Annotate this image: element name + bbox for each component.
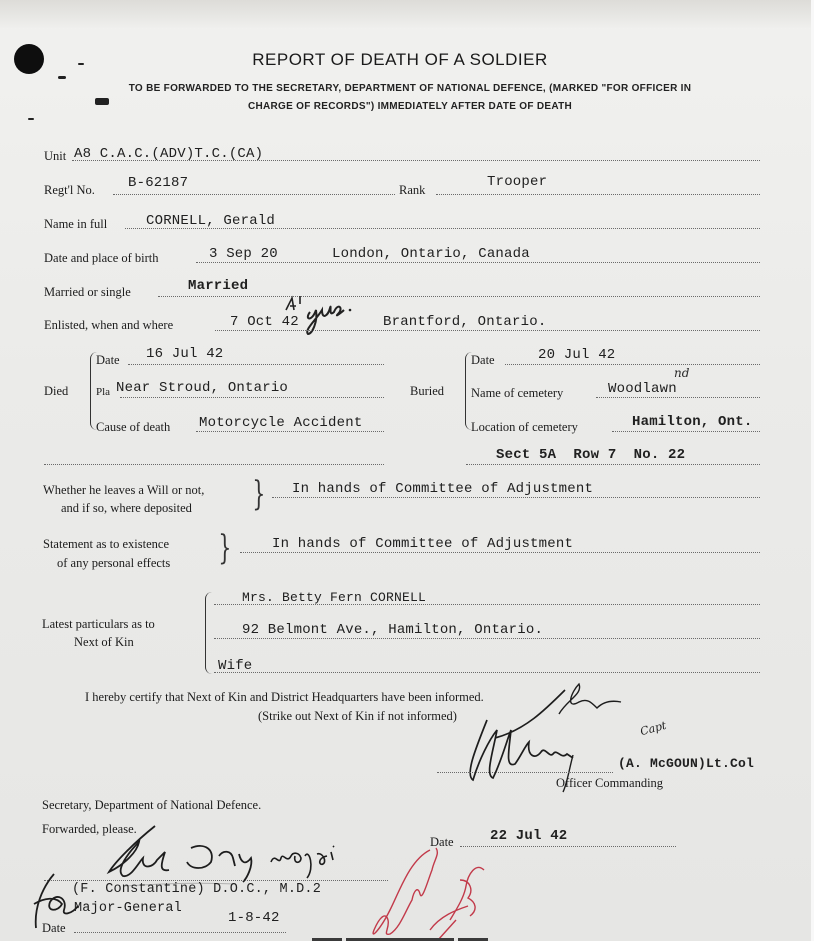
cemetery-name-label: Name of cemetery [471,386,564,400]
paper-fold [0,0,812,28]
cemetery-location-dotted-line [612,431,760,432]
document-subtitle-line1: TO BE FORWARDED TO THE SECRETARY, DEPARTMENT OF NATIONAL DEFENCE, (MARKED "FOR OFFICER IN [128,83,692,94]
effects-label-line2: of any personal effects [57,556,171,570]
next-of-kin-name-value: Mrs. Betty Fern CORNELL [242,590,427,605]
paper-speck [58,76,66,79]
next-of-kin-address-dotted-line [214,638,760,639]
officer-commanding-label: Officer Commanding [556,776,664,790]
died-place-value: Near Stroud, Ontario [116,380,289,396]
bottom-date-value: 1-8-42 [228,910,280,926]
buried-date-label: Date [471,353,495,367]
secretary-addressee: Secretary, Department of National Defence. [42,798,262,812]
will-dotted-line [272,497,760,498]
died-cause-dotted-line [196,431,384,432]
next-of-kin-relationship-value: Wife [218,658,253,674]
rank-value: Trooper [487,174,548,190]
cemetery-location-label: Location of cemetery [471,420,578,434]
died-cause-value: Motorcycle Accident [199,415,363,431]
died-place-label: Pla [96,386,111,398]
district-officer-rank: Major-General [74,901,182,916]
cemetery-plot-value: Sect 5A Row 7 No. 22 [496,447,686,463]
regt-no-value: B-62187 [128,175,189,191]
cemetery-name-value: Woodlawn [608,381,677,397]
cemetery-location-value: Hamilton, Ont. [632,414,753,430]
paper-speck [28,118,34,120]
forwarding-date-value: 22 Jul 42 [490,828,568,844]
effects-brace: } [218,528,232,568]
regt-no-dotted-line [113,194,395,195]
effects-label-line1: Statement as to existence [43,537,170,551]
will-brace: } [252,474,266,514]
certification-strike-note: (Strike out Next of Kin if not informed) [258,709,457,723]
will-label-line2: and if so, where deposited [61,501,192,515]
handwritten-rank-capt: Capt [638,718,668,739]
birth-dotted-line [196,262,760,263]
cemetery-name-dotted-line [596,397,760,398]
forwarding-date-label: Date [430,835,454,849]
document-title: REPORT OF DEATH OF A SOLDIER [252,50,548,69]
died-date-value: 16 Jul 42 [146,346,224,362]
bottom-date-dotted-line [74,932,286,933]
document-subtitle-line2: CHARGE OF RECORDS") IMMEDIATELY AFTER DATE OF DEATH [247,101,573,112]
marital-label: Married or single [44,285,131,299]
will-value: In hands of Committee of Adjustment [292,481,594,497]
died-place-dotted-line [120,397,384,398]
next-of-kin-relationship-dotted-line [214,672,760,673]
died-label: Died [44,384,69,398]
name-dotted-line [125,228,760,229]
next-of-kin-label-line1: Latest particulars as to [42,617,155,631]
forwarded-note: Forwarded, please. [42,822,137,836]
next-of-kin-label-line2: Next of Kin [74,635,134,649]
enlisted-dotted-line [215,330,760,331]
next-of-kin-name-dotted-line [214,604,760,605]
birth-date-value: 3 Sep 20 [209,246,278,262]
unit-dotted-line [72,160,760,161]
effects-dotted-line [240,552,760,553]
bottom-date-label: Date [42,921,66,935]
rank-label: Rank [399,183,426,197]
enlisted-date-value: 7 Oct 42 [230,314,299,330]
unit-label: Unit [44,149,67,163]
buried-label: Buried [410,384,445,398]
will-label-line1: Whether he leaves a Will or not, [43,483,205,497]
died-cause-label: Cause of death [96,420,171,434]
died-date-label: Date [96,353,120,367]
marital-value: Married [188,278,249,294]
effects-value: In hands of Committee of Adjustment [272,536,574,552]
cemetery-handwritten-annotation: nd [674,366,690,380]
red-graves-registration-annotation [360,840,500,941]
buried-date-dotted-line [505,364,760,365]
forwarding-signature-dotted-line [44,880,388,881]
regt-no-label: Regt'l No. [44,183,95,197]
marital-dotted-line [158,296,760,297]
name-label: Name in full [44,217,108,231]
next-of-kin-address-value: 92 Belmont Ave., Hamilton, Ontario. [242,622,544,638]
enlisted-place-value: Brantford, Ontario. [383,314,547,330]
cemetery-plot-dotted-line [466,464,760,465]
rank-dotted-line [436,194,760,195]
name-value: CORNELL, Gerald [146,213,276,229]
unit-value: A8 C.A.C.(ADV)T.C.(CA) [74,146,264,162]
enlisted-label: Enlisted, when and where [44,318,174,332]
birth-place-value: London, Ontario, Canada [332,246,530,262]
next-of-kin-bracket [205,592,212,674]
buried-date-value: 20 Jul 42 [538,347,616,363]
commanding-officer-typed-name: (A. McGOUN)Lt.Col [618,756,755,771]
district-officer-typed-name: (F. Constantine) D.O.C., M.D.2 [72,882,322,897]
died-extra-dotted-line [44,464,384,465]
died-date-dotted-line [128,364,384,365]
certification-statement: I hereby certify that Next of Kin and District Headquarters have been informed. [85,690,484,704]
commanding-officer-dotted-line [437,772,613,773]
birth-label: Date and place of birth [44,251,159,265]
